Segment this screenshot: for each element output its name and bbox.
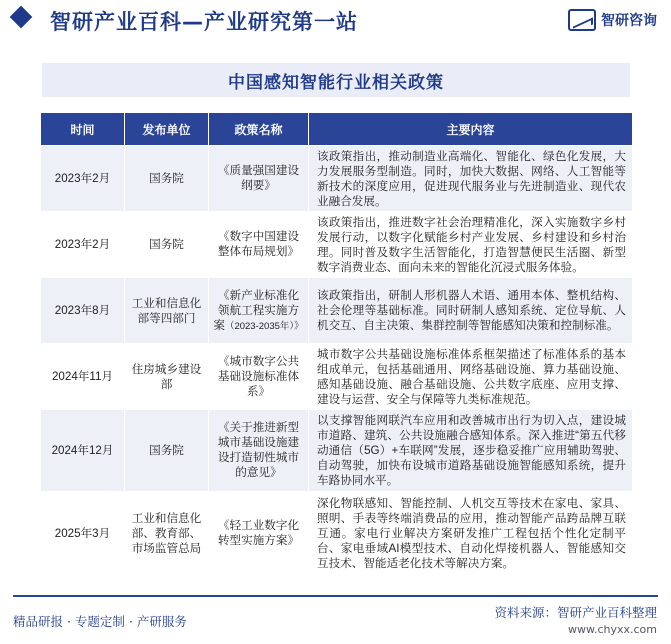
diamond-icon <box>10 6 33 29</box>
cell-content: 以支撑智能网联汽车应用和改善城市出行为切入点，建设城市道路、建筑、公共设施融合感知体系。深入推进“第五代移动通信（5G）+车联网”发展，逐步稳妥推广应用辅助驾驶、自动驾驶，加快布设城市道路基础设施智能感知系统，提升车路协同水平。 <box>309 410 633 492</box>
footer-tagline: 精品研报 · 专题定制 · 产研服务 <box>13 614 187 629</box>
cell-time: 2025年3月 <box>41 492 125 576</box>
table-row <box>41 492 633 576</box>
cell-time: 2023年2月 <box>41 212 125 278</box>
footer-url[interactable]: www.chyxx.com <box>567 623 657 636</box>
cell-content: 城市数字公共基础设施标准体系框架描述了标准体系的基本组成单元，包括基础通用、网络基础设施、算力基础设施、感知基础设施、融合基础设施、公共数字底座、应用支撑、建设与运营、安全与保障等九类标准规范。 <box>309 344 633 410</box>
table-row <box>41 146 633 212</box>
cell-time: 2023年8月 <box>41 278 125 344</box>
chart-logo-icon <box>568 9 596 31</box>
cell-content: 该政策指出，推动制造业高端化、智能化、绿色化发展，大力发展服务型制造。同时，加快大数据、网络、人工智能等新技术的深度应用，促进现代服务业与先进制造业、现代农业融合发展。 <box>309 146 633 212</box>
column-header-time: 时间 <box>41 113 125 146</box>
column-header-name: 政策名称 <box>209 113 309 146</box>
policy-name: 《数字中国建设整体布局规划》 <box>217 230 300 258</box>
cell-policy-name <box>209 212 309 278</box>
cell-unit: 国务院 <box>125 410 209 492</box>
cell-unit: 工业和信息化部、教育部、市场监管总局 <box>125 492 209 576</box>
cell-time: 2023年2月 <box>41 146 125 212</box>
cell-content: 该政策指出，推进数字社会治理精准化，深入实施数字乡村发展行动，以数字化赋能乡村产业发展、乡村建设和乡村治理。同时普及数字生活智能化，打造智慧便民生活圈、新型数字消费业态、面向未来的智能化沉浸式服务体验。 <box>309 212 633 278</box>
table-row <box>41 212 633 278</box>
footer-divider <box>13 595 658 597</box>
cell-unit: 工业和信息化部等四部门 <box>125 278 209 344</box>
policy-name: 《新产业标准化领航工程实施方案 <box>213 288 300 332</box>
cell-time: 2024年12月 <box>41 410 125 492</box>
table-title-band <box>42 63 630 97</box>
policy-name: 《质量强国建设纲要》 <box>217 164 300 192</box>
cell-policy-name <box>209 278 309 344</box>
cell-policy-name <box>209 492 309 576</box>
table-row <box>41 278 633 344</box>
cell-policy-name <box>209 146 309 212</box>
cell-content: 该政策指出，研制人形机器人术语、通用本体、整机结构、社会伦理等基础标准。同时研制人感知系统、定位导航、人机交互、自主决策、集群控制等智能感知决策和控制标准。 <box>309 278 633 344</box>
column-header-unit: 发布单位 <box>125 113 209 146</box>
policy-name: 《城市数字公共基础设施标准体系》 <box>217 354 300 398</box>
brand-name: 智研咨询 <box>601 13 657 29</box>
table-header-row <box>41 113 633 146</box>
brand-logo-group[interactable] <box>568 9 657 31</box>
cell-unit: 住房城乡建设部 <box>125 344 209 410</box>
table-title: 中国感知智能行业相关政策 <box>228 72 444 93</box>
site-header <box>0 0 671 44</box>
cell-unit: 国务院 <box>125 146 209 212</box>
cell-unit: 国务院 <box>125 212 209 278</box>
policy-name: 《关于推进新型城市基础设施建设打造韧性城市的意见》 <box>217 421 300 479</box>
table-row <box>41 410 633 492</box>
policy-name: 《轻工业数字化转型实施方案》 <box>217 519 300 547</box>
policy-table <box>40 112 633 576</box>
policy-table-wrapper <box>40 112 632 576</box>
site-title: 智研产业百科—产业研究第一站 <box>50 10 358 34</box>
cell-policy-name <box>209 344 309 410</box>
cell-policy-name <box>209 410 309 492</box>
cell-time: 2024年11月 <box>41 344 125 410</box>
cell-content: 深化物联感知、智能控制、人机交互等技术在家电、家具、照明、手表等终端消费品的应用，推动智能产品跨品牌互联互通。家电行业解决方案研发推广工程包括个性化定制平台、家电垂域AI模型技术、自动化焊接机器人、智能感知交互技术、智能适老化技术等解决方案。 <box>309 492 633 576</box>
table-row <box>41 344 633 410</box>
policy-name-sub: （2023-2035年）》 <box>224 320 304 332</box>
column-header-content: 主要内容 <box>309 113 633 146</box>
footer-source: 资料来源：智研产业百科整理 <box>494 605 657 620</box>
